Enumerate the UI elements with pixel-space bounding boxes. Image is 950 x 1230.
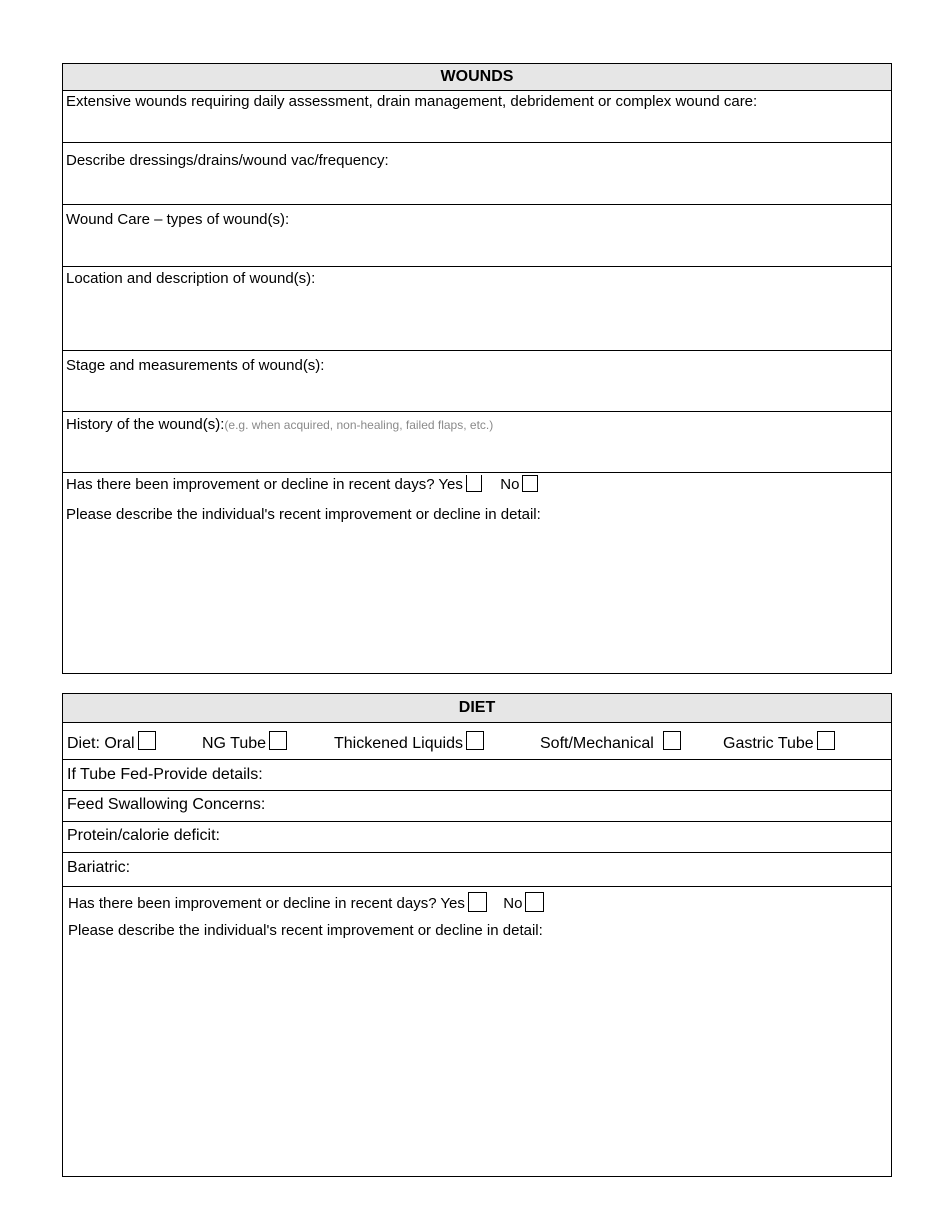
wound-history-hint: (e.g. when acquired, non-healing, failed flaps, etc.)	[224, 418, 494, 432]
wounds-section	[62, 63, 892, 674]
dressings-field[interactable]	[63, 143, 891, 205]
diet-thickened-label: Thickened Liquids	[334, 735, 463, 752]
diet-describe-label: Please describe the individual's recent improvement or decline in detail:	[68, 922, 543, 939]
diet-oral-label: Diet: Oral	[67, 735, 135, 752]
protein-field[interactable]	[63, 822, 891, 853]
tube-fed-label: If Tube Fed-Provide details:	[67, 766, 263, 783]
dressings-label: Describe dressings/drains/wound vac/frequency:	[66, 152, 389, 169]
wound-history-field[interactable]	[63, 412, 891, 473]
diet-thickened-option	[334, 731, 484, 753]
diet-no-checkbox[interactable]	[525, 892, 544, 912]
wound-yes-checkbox[interactable]	[466, 475, 482, 492]
diet-improvement-question: Has there been improvement or decline in recent days? Yes	[68, 895, 465, 912]
diet-gastric-label: Gastric Tube	[723, 735, 814, 752]
diet-soft-option	[540, 731, 681, 753]
wound-types-field[interactable]	[63, 205, 891, 267]
wound-no-checkbox[interactable]	[522, 475, 538, 492]
wound-location-field[interactable]	[63, 267, 891, 351]
wound-improvement-field[interactable]	[63, 473, 891, 673]
wound-history-label-group	[66, 416, 493, 434]
wound-improvement-question-group	[66, 475, 538, 494]
diet-title: DIET	[63, 694, 891, 723]
diet-ng-tube-checkbox[interactable]	[269, 731, 287, 750]
wound-improvement-question: Has there been improvement or decline in recent days? Yes	[66, 476, 463, 493]
diet-improvement-question-group	[68, 892, 544, 913]
diet-soft-label: Soft/Mechanical	[540, 735, 654, 752]
diet-no-label: No	[503, 895, 523, 912]
diet-gastric-option	[723, 731, 835, 753]
diet-ng-tube-option	[202, 731, 287, 753]
diet-oral-checkbox[interactable]	[138, 731, 156, 750]
wounds-title: WOUNDS	[63, 64, 891, 91]
protein-label: Protein/calorie deficit:	[67, 827, 220, 844]
wound-types-label: Wound Care – types of wound(s):	[66, 211, 290, 228]
diet-oral-option	[67, 731, 156, 753]
diet-thickened-checkbox[interactable]	[466, 731, 484, 750]
swallowing-field[interactable]	[63, 791, 891, 822]
diet-improvement-field[interactable]	[63, 887, 891, 1176]
swallowing-label: Feed Swallowing Concerns:	[67, 796, 266, 813]
wound-location-label: Location and description of wound(s):	[66, 270, 316, 287]
extensive-wounds-label: Extensive wounds requiring daily assessment, drain management, debridement or complex wound care:	[66, 93, 758, 110]
wound-describe-label: Please describe the individual's recent improvement or decline in detail:	[66, 506, 541, 523]
tube-fed-field[interactable]	[63, 760, 891, 791]
bariatric-field[interactable]	[63, 853, 891, 887]
wound-stage-field[interactable]	[63, 351, 891, 412]
wound-history-label: History of the wound(s):	[66, 416, 225, 433]
bariatric-label: Bariatric:	[67, 859, 131, 876]
diet-yes-checkbox[interactable]	[468, 892, 487, 912]
diet-ng-tube-label: NG Tube	[202, 735, 267, 752]
wound-no-label: No	[500, 476, 520, 493]
wound-stage-label: Stage and measurements of wound(s):	[66, 357, 325, 374]
diet-soft-checkbox[interactable]	[663, 731, 681, 750]
diet-options-row	[63, 723, 891, 760]
diet-gastric-checkbox[interactable]	[817, 731, 835, 750]
extensive-wounds-field[interactable]	[63, 91, 891, 143]
diet-section	[62, 693, 892, 1177]
